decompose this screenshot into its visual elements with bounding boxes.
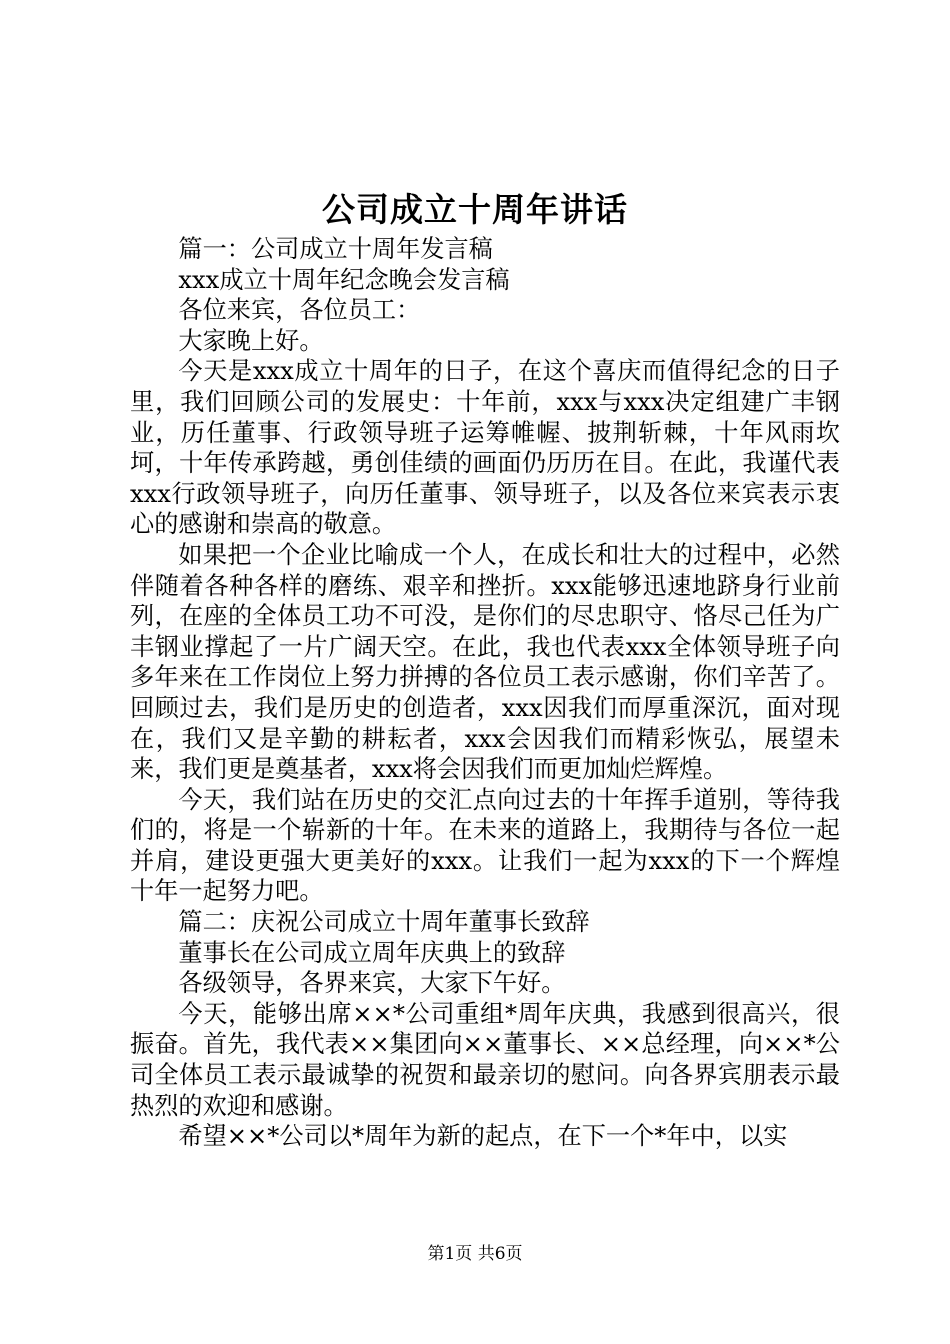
section-heading-1: 篇一：公司成立十周年发言稿 <box>178 235 493 263</box>
document-body <box>130 234 840 1152</box>
body-paragraph: 如果把一个企业比喻成一个人，在成长和壮大的过程中，必然伴随着各种各样的磨练、艰辛和挫折。xxx能够迅速地跻身行业前列，在座的全体员工功不可没，是你们的尽忠职守、恪尽己任为广丰钢业撑起了一片广阔天空。在此，我也代表xxx全体领导班子向多年来在工作岗位上努力拼搏的各位员工表示感谢，你们辛苦了。回顾过去，我们是历史的创造者，xxx因我们而厚重深沉，面对现在，我们又是辛勤的耕耘者，xxx会因我们而精彩恢弘，展望未来，我们更是奠基者，xxx将会因我们而更加灿烂辉煌。 <box>130 540 840 784</box>
speech-title-1: xxx成立十周年纪念晚会发言稿 <box>178 265 510 294</box>
body-paragraph: 希望××*公司以*周年为新的起点，在下一个*年中，以实 <box>178 1122 788 1151</box>
greeting-1: 大家晚上好。 <box>178 326 324 355</box>
page-footer: 第1页 共6页 <box>427 1244 523 1264</box>
body-paragraph: 今天，能够出席××*公司重组*周年庆典，我感到很高兴，很振奋。首先，我代表××集团向××董事长、××总经理，向××*公司全体员工表示最诚挚的祝贺和最亲切的慰问。向各界宾朋表示最热烈的欢迎和感谢。 <box>130 999 840 1120</box>
speech-title-2: 董事长在公司成立周年庆典上的致辞 <box>178 938 566 967</box>
salutation-1: 各位来宾，各位员工： <box>178 296 421 325</box>
body-paragraph: 今天，我们站在历史的交汇点向过去的十年挥手道别，等待我们的，将是一个崭新的十年。在未来的道路上，我期待与各位一起并肩，建设更强大更美好的xxx。让我们一起为xxx的下一个辉煌十年一起努力吧。 <box>130 785 840 906</box>
page-title: 公司成立十周年讲话 <box>322 190 628 229</box>
body-paragraph: 今天是xxx成立十周年的日子，在这个喜庆而值得纪念的日子里，我们回顾公司的发展史：十年前，xxx与xxx决定组建广丰钢业，历任董事、行政领导班子运筹帷幄、披荆斩棘，十年风雨坎坷，十年传承跨越，勇创佳绩的画面仍历历在目。在此，我谨代表xxx行政领导班子，向历任董事、领导班子，以及各位来宾表示衷心的感谢和崇高的敬意。 <box>130 357 840 539</box>
section-heading-2: 篇二：庆祝公司成立十周年董事长致辞 <box>178 908 590 937</box>
salutation-2: 各级领导，各界来宾，大家下午好。 <box>178 969 566 998</box>
